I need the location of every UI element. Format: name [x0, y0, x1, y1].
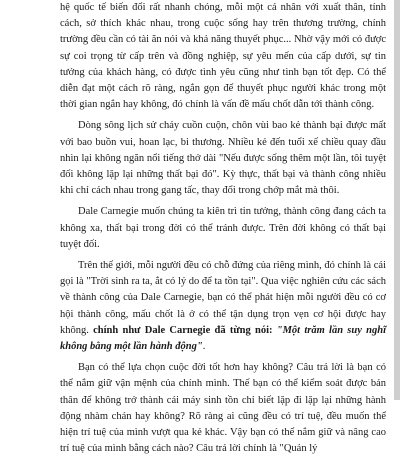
- paragraph-1: hệ quốc tế biến đổi rất nhanh chóng, mỗi một cá nhân với xuất thân, tính cách, sở thích khác nhau, trong cuộc sống hay trên thương trường, chính trường đều cần có tài ăn nói và khả năng thuyết phục... Nhờ vậy mới có được sự coi trọng từ cấp trên và đồng nghiệp, sự yêu mến của cấp dưới, sự tin tưởng của khách hàng, có được tình yêu cũng như tình bạn tốt đẹp. Có thể diễn đạt một cách rõ ràng, ngắn gọn để thuyết phục người khác trong một thời gian ngắn hay không, đó chính là vấn đề mấu chốt dẫn tới thành công.: [60, 2, 386, 111]
- carnegie-quote: "Một trăm lần suy nghĩ không bằng một lần hành động": [60, 324, 387, 353]
- paragraph-4: [60, 258, 386, 355]
- paragraph-3: Dale Carnegie muốn chúng ta kiên trì tin tưởng, thành công đang cách ta không xa, thất bại trong đời có thể tránh được. Trên đời không có thất bại tuyệt đối.: [60, 206, 386, 250]
- paragraph-4-suffix: .: [202, 341, 206, 353]
- paragraph-4-emphasis: chính như Dale Carnegie đã từng nói:: [93, 324, 277, 336]
- page-edge-strip: [394, 0, 400, 400]
- paragraph-5: Bạn có thể lựa chọn cuộc đời tốt hơn hay không? Câu trả lời là bạn có thể nắm giữ vận mệnh của chính mình. Thế bạn có thể kiểm soát được bản thân để không trở thành cái máy sinh tồn chỉ biết lặp đi lặp lại những hành động nhàm chán hay không? Rõ ràng ai cũng đều có trí tuệ, đều muốn thể hiện trí tuệ của mình vượt qua kẻ khác. Vậy bạn có thể nắm giữ và nâng cao trí tuệ của mình bằng cách nào? Câu trả lời chính là "Quản lý: [60, 362, 386, 455]
- page-body-text: [60, 0, 386, 462]
- paragraph-4-text: Trên thế giới, mỗi người đều có chỗ đứng của riêng mình, đó chính là cái gọi là "Trời sinh ra ta, ắt có lý do để ta tồn tại". Qua việc nghiên cứu các sách về thành công của Dale Carnegie, bạn có thể phát hiện mỗi người đều có cơ hội thành công, mấu chốt là ở có thể tận dụng trọn vẹn cơ hội được hay không.: [60, 260, 386, 336]
- paragraph-2: Dòng sông lịch sử chảy cuồn cuộn, chôn vùi bao kẻ thành bại được mất với bao buồn vui, hoan lạc, bi thương. Nhiều kẻ đến tuổi xế chiều quay đầu nhìn lại không ngăn nổi tiếng thở dài "Nếu được sống thêm một lần, tôi tuyệt đối không lặp lại những thất bại đó". Kỳ thực, thất bại và thành công nhiều khi chỉ cách nhau trong gang tấc, thay đổi trong chớp mắt mà thôi.: [60, 120, 386, 197]
